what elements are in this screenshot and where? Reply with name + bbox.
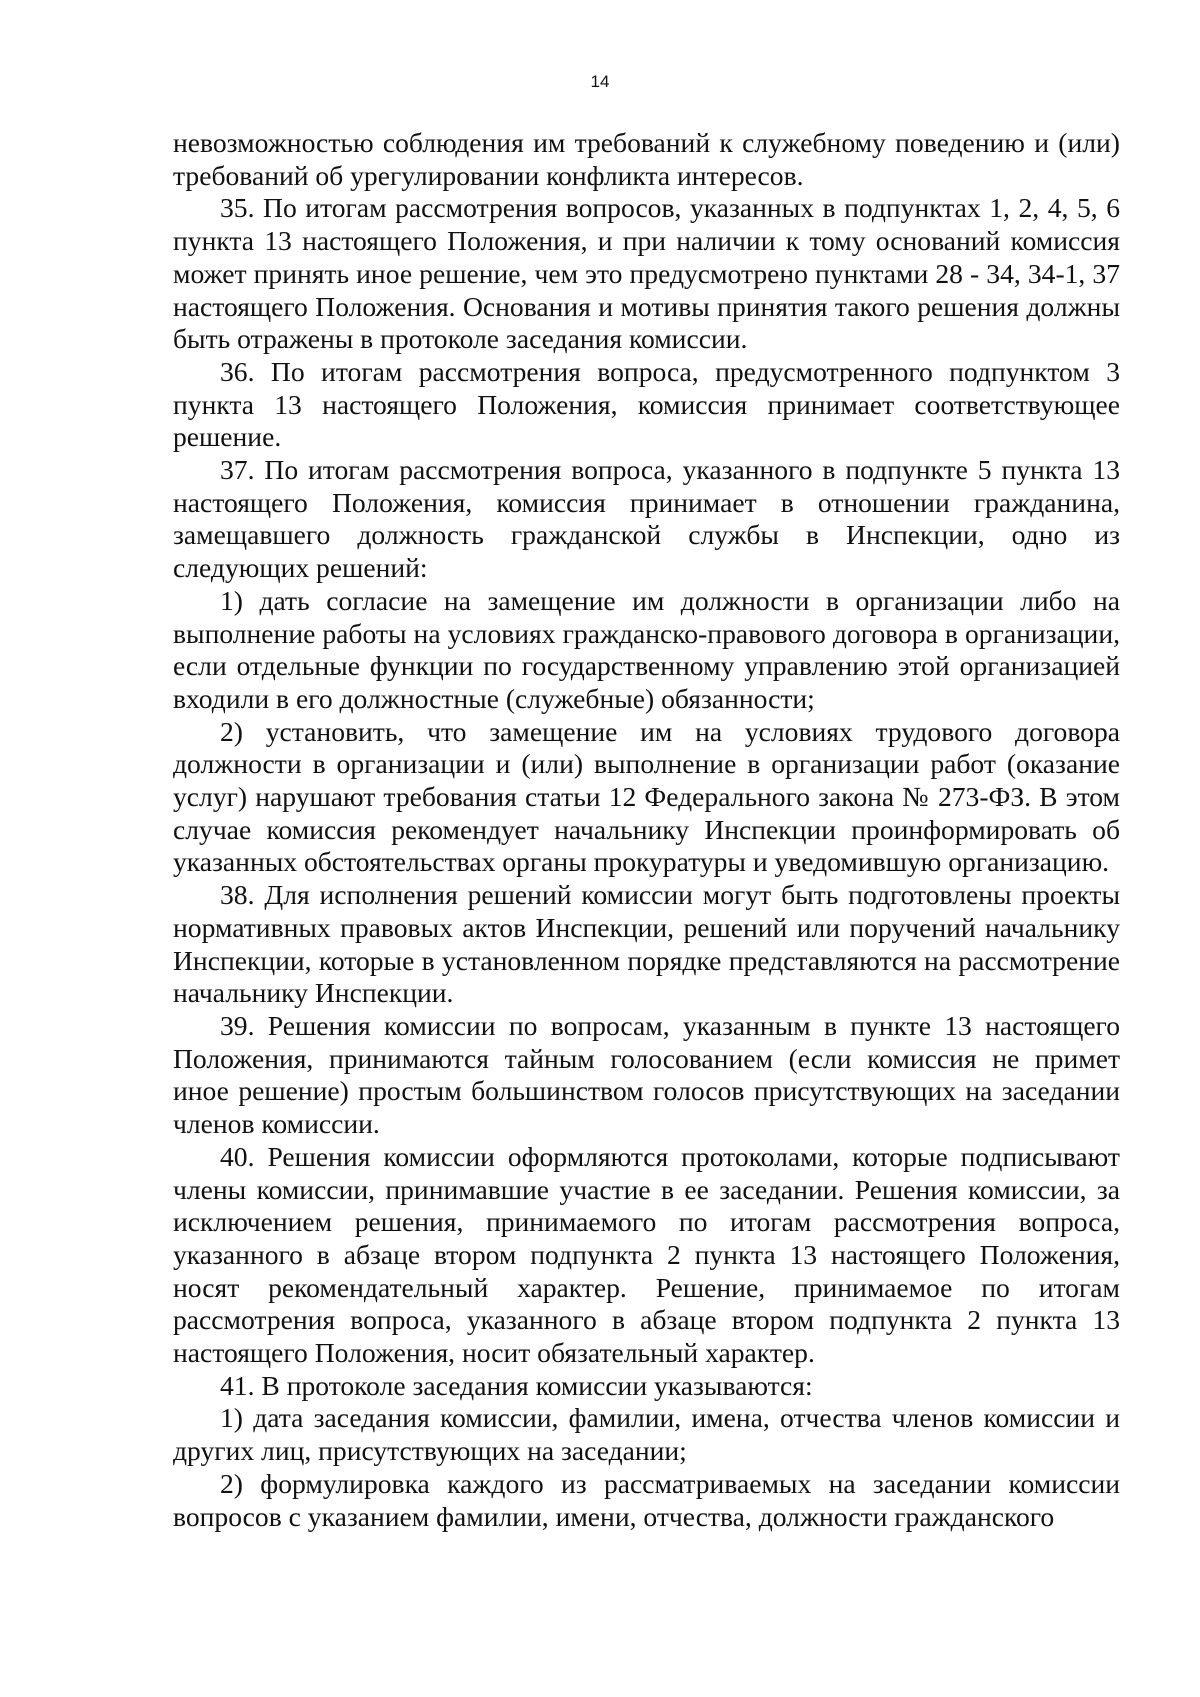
- paragraph-item-37-1: 1) дать согласие на замещение им должности в организации либо на выполнение работы на условиях гражданско-правового договора в организации, если отдельные функции по государственному управлению этой организацией входили в его должностные (служебные) обязанности;: [173, 584, 1120, 714]
- paragraph-item-36: 36. По итогам рассмотрения вопроса, предусмотренного подпунктом 3 пункта 13 настоящего Положения, комиссия принимает соответствующее решение.: [173, 355, 1120, 453]
- paragraph-item-41-1: 1) дата заседания комиссии, фамилии, имена, отчества членов комиссии и других лиц, присутствующих на заседании;: [173, 1402, 1120, 1467]
- page-number: 14: [590, 72, 610, 91]
- paragraph-item-40: 40. Решения комиссии оформляются протоколами, которые подписывают члены комиссии, принимавшие участие в ее заседании. Решения комиссии, за исключением решения, принимаемого по итогам рассмотрения вопроса, указанного в абзаце втором подпункта 2 пункта 13 настоящего Положения, носят рекомендательный характер. Решение, принимаемое по итогам рассмотрения вопроса, указанного в абзаце втором подпункта 2 пункта 13 настоящего Положения, носит обязательный характер.: [173, 1140, 1120, 1369]
- paragraph-item-37-2: 2) установить, что замещение им на условиях трудового договора должности в организации и (или) выполнение в организации работ (оказание услуг) нарушают требования статьи 12 Федерального закона № 273-ФЗ. В этом случае комиссия рекомендует начальнику Инспекции проинформировать об указанных обстоятельствах органы прокуратуры и уведомившую организацию.: [173, 715, 1120, 878]
- paragraph-continuation: невозможностью соблюдения им требований к служебному поведению и (или) требований об урегулировании конфликта интересов.: [173, 127, 1120, 191]
- paragraph-item-37: 37. По итогам рассмотрения вопроса, указанного в подпункте 5 пункта 13 настоящего Положения, комиссия принимает в отношении гражданина, замещавшего должность гражданской службы в Инспекции, одно из следующих решений:: [173, 454, 1120, 584]
- paragraph-item-35: 35. По итогам рассмотрения вопросов, указанных в подпунктах 1, 2, 4, 5, 6 пункта 13 настоящего Положения, и при наличии к тому оснований комиссия может принять иное решение, чем это предусмотрено пунктами 28 - 34, 34-1, 37 настоящего Положения. Основания и мотивы принятия такого решения должны быть отражены в протоколе заседания комиссии.: [173, 192, 1120, 355]
- paragraph-item-41: 41. В протоколе заседания комиссии указываются:: [220, 1369, 813, 1401]
- paragraph-item-39: 39. Решения комиссии по вопросам, указанным в пункте 13 настоящего Положения, принимаются тайным голосованием (если комиссия не примет иное решение) простым большинством голосов присутствующих на заседании членов комиссии.: [173, 1009, 1120, 1140]
- document-body: [173, 127, 1120, 1533]
- paragraph-item-41-2: 2) формулировка каждого из рассматриваемых на заседании комиссии вопросов с указанием фамилии, имени, отчества, должности гражданского: [173, 1467, 1120, 1532]
- paragraph-item-38: 38. Для исполнения решений комиссии могут быть подготовлены проекты нормативных правовых актов Инспекции, решений или поручений начальнику Инспекции, которые в установленном порядке представляются на рассмотрение начальнику Инспекции.: [173, 879, 1120, 1009]
